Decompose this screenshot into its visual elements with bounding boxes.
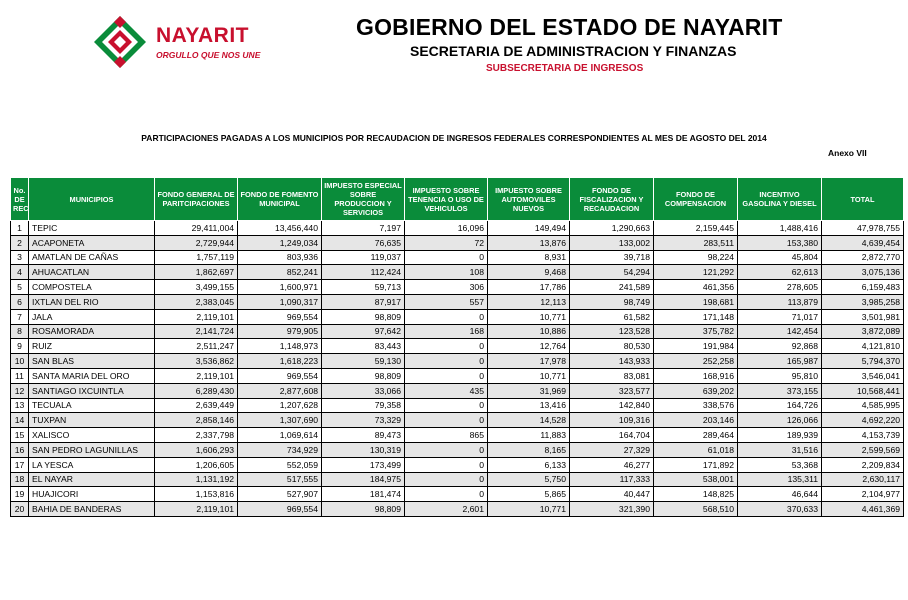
amount-cell: 61,582 [570,309,654,324]
amount-cell: 6,159,483 [822,280,904,295]
amount-cell: 435 [405,383,488,398]
brand-tagline: ORGULLO QUE NOS UNE [156,50,261,60]
amount-cell: 852,241 [238,265,322,280]
table-row [11,250,904,265]
municipio-name: BAHIA DE BANDERAS [29,502,155,517]
table-row [11,502,904,517]
amount-cell: 0 [405,309,488,324]
table-row [11,442,904,457]
amount-cell: 2,511,247 [155,339,238,354]
amount-cell: 2,630,117 [822,472,904,487]
amount-cell: 198,681 [654,294,738,309]
amount-cell: 1,307,690 [238,413,322,428]
amount-cell: 6,133 [488,457,570,472]
amount-cell: 17,978 [488,354,570,369]
amount-cell: 72 [405,235,488,250]
report-title: PARTICIPACIONES PAGADAS A LOS MUNICIPIOS POR RECAUDACION DE INGRESOS FEDERALES CORRESPONDIENTES AL MES DE AGOSTO DEL 2014 [141,133,767,143]
table-row [11,368,904,383]
amount-cell: 979,905 [238,324,322,339]
amount-cell: 10,771 [488,502,570,517]
amount-cell: 321,390 [570,502,654,517]
secretaria-title: SECRETARIA DE ADMINISTRACION Y FINANZAS [410,43,737,59]
amount-cell: 45,804 [738,250,822,265]
amount-cell: 241,589 [570,280,654,295]
amount-cell: 461,356 [654,280,738,295]
amount-cell: 568,510 [654,502,738,517]
amount-cell: 113,879 [738,294,822,309]
table-row [11,221,904,236]
participaciones-table [10,177,904,517]
amount-cell: 0 [405,354,488,369]
municipio-name: HUAJICORI [29,487,155,502]
row-number: 12 [11,383,29,398]
amount-cell: 0 [405,472,488,487]
amount-cell: 168,916 [654,368,738,383]
amount-cell: 142,840 [570,398,654,413]
amount-cell: 370,633 [738,502,822,517]
amount-cell: 1,600,971 [238,280,322,295]
amount-cell: 148,825 [654,487,738,502]
table-row [11,309,904,324]
amount-cell: 0 [405,413,488,428]
amount-cell: 2,383,045 [155,294,238,309]
amount-cell: 3,499,155 [155,280,238,295]
amount-cell: 538,001 [654,472,738,487]
amount-cell: 181,474 [322,487,405,502]
amount-cell: 59,713 [322,280,405,295]
amount-cell: 10,771 [488,368,570,383]
amount-cell: 80,530 [570,339,654,354]
amount-cell: 1,206,605 [155,457,238,472]
amount-cell: 126,066 [738,413,822,428]
amount-cell: 10,886 [488,324,570,339]
amount-cell: 557 [405,294,488,309]
amount-cell: 119,037 [322,250,405,265]
amount-cell: 76,635 [322,235,405,250]
amount-cell: 61,018 [654,442,738,457]
amount-cell: 2,119,101 [155,309,238,324]
amount-cell: 803,936 [238,250,322,265]
amount-cell: 969,554 [238,502,322,517]
amount-cell: 16,096 [405,221,488,236]
amount-cell: 53,368 [738,457,822,472]
table-row [11,339,904,354]
amount-cell: 4,639,454 [822,235,904,250]
amount-cell: 2,601 [405,502,488,517]
municipio-name: XALISCO [29,428,155,443]
municipio-name: TECUALA [29,398,155,413]
column-header: INCENTIVO GASOLINA Y DIESEL [738,178,822,221]
amount-cell: 13,456,440 [238,221,322,236]
amount-cell: 153,380 [738,235,822,250]
amount-cell: 11,883 [488,428,570,443]
table-row [11,398,904,413]
municipio-name: COMPOSTELA [29,280,155,295]
amount-cell: 123,528 [570,324,654,339]
government-title: GOBIERNO DEL ESTADO DE NAYARIT [356,14,783,40]
amount-cell: 10,568,441 [822,383,904,398]
amount-cell: 189,939 [738,428,822,443]
amount-cell: 639,202 [654,383,738,398]
amount-cell: 3,546,041 [822,368,904,383]
amount-cell: 1,090,317 [238,294,322,309]
municipio-name: SAN BLAS [29,354,155,369]
table-row [11,280,904,295]
amount-cell: 13,876 [488,235,570,250]
municipio-name: SANTIAGO IXCUINTLA [29,383,155,398]
amount-cell: 2,639,449 [155,398,238,413]
amount-cell: 2,599,569 [822,442,904,457]
amount-cell: 2,159,445 [654,221,738,236]
amount-cell: 31,516 [738,442,822,457]
row-number: 8 [11,324,29,339]
municipio-name: SANTA MARIA DEL ORO [29,368,155,383]
amount-cell: 1,618,223 [238,354,322,369]
amount-cell: 969,554 [238,309,322,324]
amount-cell: 59,130 [322,354,405,369]
amount-cell: 29,411,004 [155,221,238,236]
column-header: MUNICIPIOS [29,178,155,221]
amount-cell: 40,447 [570,487,654,502]
amount-cell: 0 [405,487,488,502]
amount-cell: 2,141,724 [155,324,238,339]
amount-cell: 98,809 [322,502,405,517]
amount-cell: 8,931 [488,250,570,265]
amount-cell: 97,642 [322,324,405,339]
amount-cell: 47,978,755 [822,221,904,236]
amount-cell: 89,473 [322,428,405,443]
amount-cell: 0 [405,339,488,354]
row-number: 16 [11,442,29,457]
municipio-name: LA YESCA [29,457,155,472]
row-number: 11 [11,368,29,383]
amount-cell: 133,002 [570,235,654,250]
amount-cell: 2,858,146 [155,413,238,428]
amount-cell: 3,536,862 [155,354,238,369]
amount-cell: 5,794,370 [822,354,904,369]
amount-cell: 46,644 [738,487,822,502]
row-number: 4 [11,265,29,280]
amount-cell: 112,424 [322,265,405,280]
table-row [11,487,904,502]
municipio-name: TUXPAN [29,413,155,428]
row-number: 13 [11,398,29,413]
amount-cell: 338,576 [654,398,738,413]
table-row [11,413,904,428]
amount-cell: 12,764 [488,339,570,354]
amount-cell: 1,148,973 [238,339,322,354]
municipio-name: ROSAMORADA [29,324,155,339]
amount-cell: 184,975 [322,472,405,487]
amount-cell: 3,985,258 [822,294,904,309]
column-header: FONDO DE FISCALIZACION Y RECAUDACION [570,178,654,221]
amount-cell: 517,555 [238,472,322,487]
amount-cell: 4,153,739 [822,428,904,443]
brand-name: NAYARIT [156,24,249,47]
amount-cell: 373,155 [738,383,822,398]
amount-cell: 27,329 [570,442,654,457]
table-row [11,457,904,472]
amount-cell: 1,207,628 [238,398,322,413]
municipio-name: RUIZ [29,339,155,354]
column-header: IMPUESTO SOBRE AUTOMOVILES NUEVOS [488,178,570,221]
amount-cell: 109,316 [570,413,654,428]
amount-cell: 3,872,089 [822,324,904,339]
column-header: TOTAL [822,178,904,221]
amount-cell: 0 [405,250,488,265]
amount-cell: 2,104,977 [822,487,904,502]
amount-cell: 9,468 [488,265,570,280]
amount-cell: 73,329 [322,413,405,428]
row-number: 1 [11,221,29,236]
amount-cell: 1,249,034 [238,235,322,250]
amount-cell: 4,461,369 [822,502,904,517]
amount-cell: 142,454 [738,324,822,339]
amount-cell: 143,933 [570,354,654,369]
row-number: 9 [11,339,29,354]
amount-cell: 4,585,995 [822,398,904,413]
amount-cell: 98,809 [322,309,405,324]
amount-cell: 121,292 [654,265,738,280]
municipio-name: JALA [29,309,155,324]
row-number: 15 [11,428,29,443]
municipio-name: IXTLAN DEL RIO [29,294,155,309]
row-number: 6 [11,294,29,309]
amount-cell: 98,224 [654,250,738,265]
amount-cell: 1,488,416 [738,221,822,236]
column-header: FONDO DE COMPENSACION [654,178,738,221]
amount-cell: 1,131,192 [155,472,238,487]
amount-cell: 1,290,663 [570,221,654,236]
amount-cell: 17,786 [488,280,570,295]
table-row [11,235,904,250]
amount-cell: 191,984 [654,339,738,354]
amount-cell: 2,872,770 [822,250,904,265]
amount-cell: 0 [405,368,488,383]
amount-cell: 164,704 [570,428,654,443]
row-number: 3 [11,250,29,265]
amount-cell: 1,153,816 [155,487,238,502]
table-header-row [11,178,904,221]
municipio-name: AMATLAN DE CAÑAS [29,250,155,265]
amount-cell: 278,605 [738,280,822,295]
amount-cell: 135,311 [738,472,822,487]
row-number: 20 [11,502,29,517]
table-body [11,221,904,517]
amount-cell: 87,917 [322,294,405,309]
amount-cell: 1,069,614 [238,428,322,443]
amount-cell: 552,059 [238,457,322,472]
amount-cell: 149,494 [488,221,570,236]
amount-cell: 969,554 [238,368,322,383]
amount-cell: 203,146 [654,413,738,428]
row-number: 2 [11,235,29,250]
row-number: 14 [11,413,29,428]
column-header: IMPUESTO ESPECIAL SOBRE PRODUCCION Y SERVICIOS [322,178,405,221]
row-number: 17 [11,457,29,472]
row-number: 10 [11,354,29,369]
amount-cell: 0 [405,457,488,472]
amount-cell: 165,987 [738,354,822,369]
amount-cell: 54,294 [570,265,654,280]
table-row [11,428,904,443]
amount-cell: 283,511 [654,235,738,250]
table-row [11,472,904,487]
amount-cell: 375,782 [654,324,738,339]
amount-cell: 289,464 [654,428,738,443]
amount-cell: 7,197 [322,221,405,236]
amount-cell: 173,499 [322,457,405,472]
amount-cell: 2,119,101 [155,502,238,517]
amount-cell: 4,121,810 [822,339,904,354]
municipio-name: EL NAYAR [29,472,155,487]
amount-cell: 39,718 [570,250,654,265]
amount-cell: 83,081 [570,368,654,383]
amount-cell: 4,692,220 [822,413,904,428]
table-row [11,265,904,280]
amount-cell: 10,771 [488,309,570,324]
amount-cell: 117,333 [570,472,654,487]
row-number: 5 [11,280,29,295]
amount-cell: 1,757,119 [155,250,238,265]
amount-cell: 98,749 [570,294,654,309]
amount-cell: 734,929 [238,442,322,457]
amount-cell: 33,066 [322,383,405,398]
amount-cell: 3,501,981 [822,309,904,324]
amount-cell: 83,443 [322,339,405,354]
amount-cell: 98,809 [322,368,405,383]
amount-cell: 5,750 [488,472,570,487]
amount-cell: 2,729,944 [155,235,238,250]
municipio-name: AHUACATLAN [29,265,155,280]
amount-cell: 79,358 [322,398,405,413]
amount-cell: 0 [405,398,488,413]
amount-cell: 92,868 [738,339,822,354]
table-row [11,324,904,339]
amount-cell: 1,862,697 [155,265,238,280]
amount-cell: 31,969 [488,383,570,398]
row-number: 18 [11,472,29,487]
table-row [11,294,904,309]
table-row [11,354,904,369]
municipio-name: SAN PEDRO LAGUNILLAS [29,442,155,457]
amount-cell: 2,877,608 [238,383,322,398]
amount-cell: 2,209,834 [822,457,904,472]
municipio-name: ACAPONETA [29,235,155,250]
amount-cell: 95,810 [738,368,822,383]
amount-cell: 306 [405,280,488,295]
amount-cell: 13,416 [488,398,570,413]
amount-cell: 130,319 [322,442,405,457]
subsecretaria-title: SUBSECRETARIA DE INGRESOS [486,63,644,74]
row-number: 7 [11,309,29,324]
amount-cell: 168 [405,324,488,339]
anexo-label: Anexo VII [828,148,867,158]
column-header: No. DE REC [11,178,29,221]
amount-cell: 1,606,293 [155,442,238,457]
table-row [11,383,904,398]
amount-cell: 0 [405,442,488,457]
amount-cell: 527,907 [238,487,322,502]
amount-cell: 323,577 [570,383,654,398]
amount-cell: 8,165 [488,442,570,457]
amount-cell: 3,075,136 [822,265,904,280]
amount-cell: 71,017 [738,309,822,324]
amount-cell: 164,726 [738,398,822,413]
nayarit-logo [92,10,262,80]
municipio-name: TEPIC [29,221,155,236]
amount-cell: 108 [405,265,488,280]
amount-cell: 6,289,430 [155,383,238,398]
column-header: FONDO GENERAL DE PARITCIPACIONES [155,178,238,221]
nayarit-emblem-icon [92,14,148,70]
amount-cell: 62,613 [738,265,822,280]
amount-cell: 252,258 [654,354,738,369]
amount-cell: 14,528 [488,413,570,428]
row-number: 19 [11,487,29,502]
amount-cell: 171,148 [654,309,738,324]
column-header: IMPUESTO SOBRE TENENCIA O USO DE VEHICULOS [405,178,488,221]
amount-cell: 2,119,101 [155,368,238,383]
amount-cell: 865 [405,428,488,443]
amount-cell: 46,277 [570,457,654,472]
amount-cell: 12,113 [488,294,570,309]
amount-cell: 5,865 [488,487,570,502]
amount-cell: 171,892 [654,457,738,472]
amount-cell: 2,337,798 [155,428,238,443]
column-header: FONDO DE FOMENTO MUNICIPAL [238,178,322,221]
